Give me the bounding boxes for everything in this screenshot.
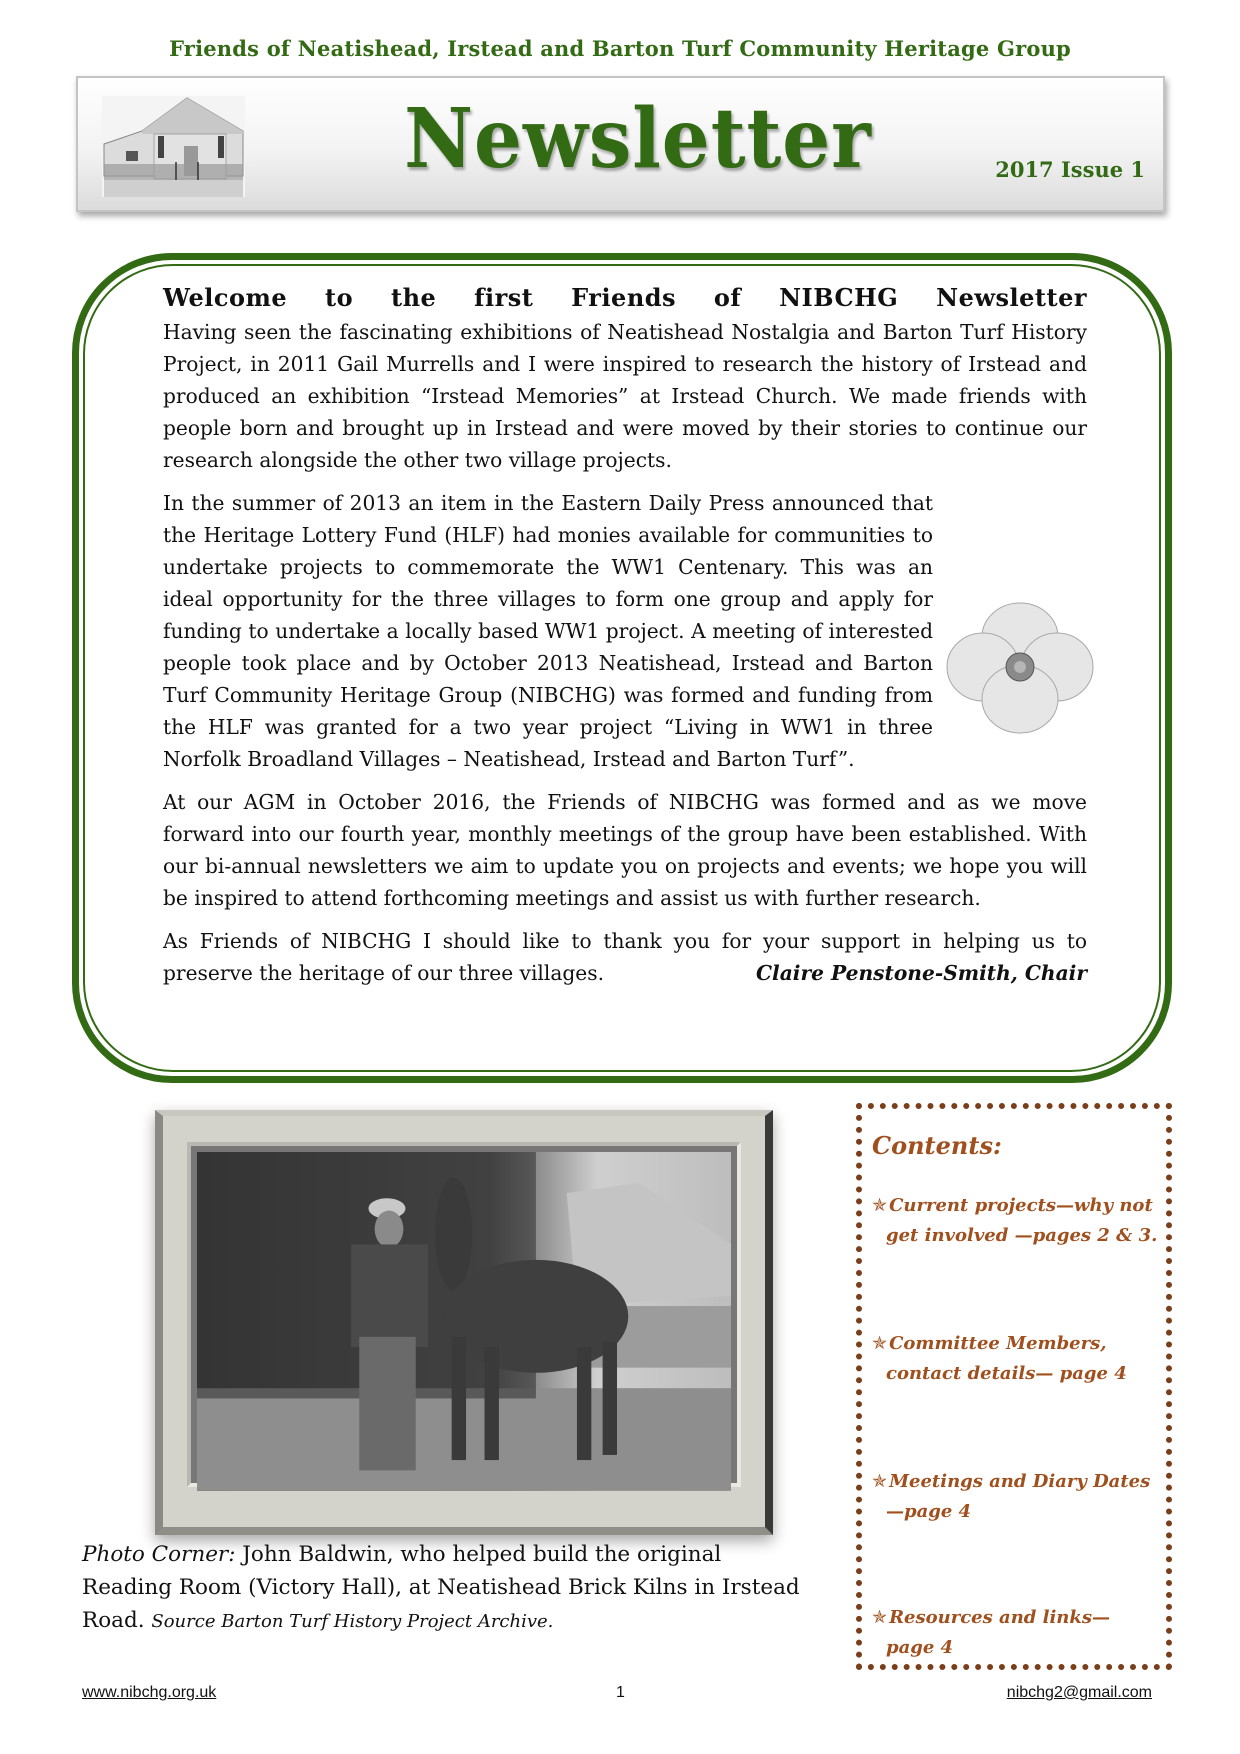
welcome-paragraph: Having seen the fascinating exhibitions of Neatishead Nostalgia and Barton Turf History Project, in 2011 Gail Murrells and I were inspired to research the history of Irstead and produced an exhibition “Irstead Memories” at Irstead Church. We made friends with people born and brought up in Irstead and were moved by their stories to continue our research alongside the other two village projects. [163, 320, 1087, 472]
signature: Claire Penstone-Smith, Chair [755, 961, 1087, 985]
issue-label: 2017 Issue 1 [995, 157, 1145, 182]
village-hall-sketch-icon [102, 96, 245, 197]
man-with-horse-photo-icon [197, 1152, 731, 1491]
contents-item[interactable] [872, 1329, 1164, 1389]
group-subtitle: Friends of Neatishead, Irstead and Barton Turf Community Heritage Group [169, 36, 1071, 61]
photo-frame [155, 1110, 773, 1535]
welcome-box [72, 253, 1172, 1083]
poppy-sketch-icon [945, 597, 1095, 737]
caption-text: John Baldwin, who helped build the original Reading Room (Victory Hall), at Neatishead Brick Kilns in Irstead Road. [82, 1542, 800, 1633]
welcome-closing [163, 925, 1087, 989]
welcome-closing-text: As Friends of NIBCHG I should like to thank you for your support in helping us to preserve the heritage of our three villages. [163, 929, 1087, 985]
contents-list [872, 1191, 1164, 1741]
website-link[interactable]: www.nibchg.org.uk [82, 1684, 217, 1701]
welcome-paragraph [163, 487, 1087, 775]
newsletter-title: Newsletter [404, 91, 872, 187]
photo-caption [82, 1538, 802, 1638]
contents-item-label: Meetings and Diary Dates—page 4 [886, 1471, 1151, 1522]
contents-item[interactable] [872, 1467, 1164, 1527]
masthead [76, 76, 1165, 212]
welcome-paragraph-text: In the summer of 2013 an item in the Eastern Daily Press announced that the Heritage Lottery Fund (HLF) had monies available for communities to undertake projects to commemorate the WW1 Centenary. This was an ideal opportunity for the three villages to form one group and apply for funding to undertake a locally based WW1 project. A meeting of interested people took place and by October 2013 Neatishead, Irstead and Barton Turf Community Heritage Group (NIBCHG) was formed and funding from the HLF was granted for a two year project “Living in WW1 in three Norfolk Broadland Villages – Neatishead, Irstead and Barton Turf”. [163, 491, 933, 771]
contents-item-label: Committee Members, contact details— page 4 [886, 1333, 1127, 1384]
contents-item[interactable] [872, 1191, 1164, 1251]
email-link[interactable]: nibchg2@gmail.com [1006, 1684, 1152, 1701]
caption-lead: Photo Corner: [82, 1542, 236, 1567]
photo-mat [187, 1142, 741, 1487]
star-icon: ✯ [872, 1471, 888, 1492]
contents-item[interactable] [872, 1603, 1164, 1663]
contents-title: Contents: [872, 1131, 1002, 1160]
footer-website[interactable] [82, 1684, 216, 1702]
welcome-paragraph: At our AGM in October 2016, the Friends of NIBCHG was formed and as we move forward into our fourth year, monthly meetings of the group have been established. With our bi-annual newsletters we aim to update you on projects and events; we hope you will be inspired to attend forthcoming meetings and assist us with further research. [163, 790, 1087, 910]
contents-item-label: Resources and links— page 4 [886, 1607, 1110, 1658]
star-icon: ✯ [872, 1333, 888, 1354]
welcome-body [163, 280, 1087, 1000]
star-icon: ✯ [872, 1607, 888, 1628]
star-icon: ✯ [872, 1195, 888, 1216]
caption-source: Source Barton Turf History Project Archive. [151, 1611, 554, 1632]
contents-box [856, 1103, 1172, 1670]
footer-page-number: 1 [616, 1684, 625, 1701]
footer-email[interactable] [1007, 1684, 1152, 1702]
contents-item-label: Current projects—why not get involved —pages 2 & 3. [886, 1195, 1158, 1246]
welcome-title: Welcome to the first Friends of NIBCHG Newsletter [163, 283, 1087, 312]
